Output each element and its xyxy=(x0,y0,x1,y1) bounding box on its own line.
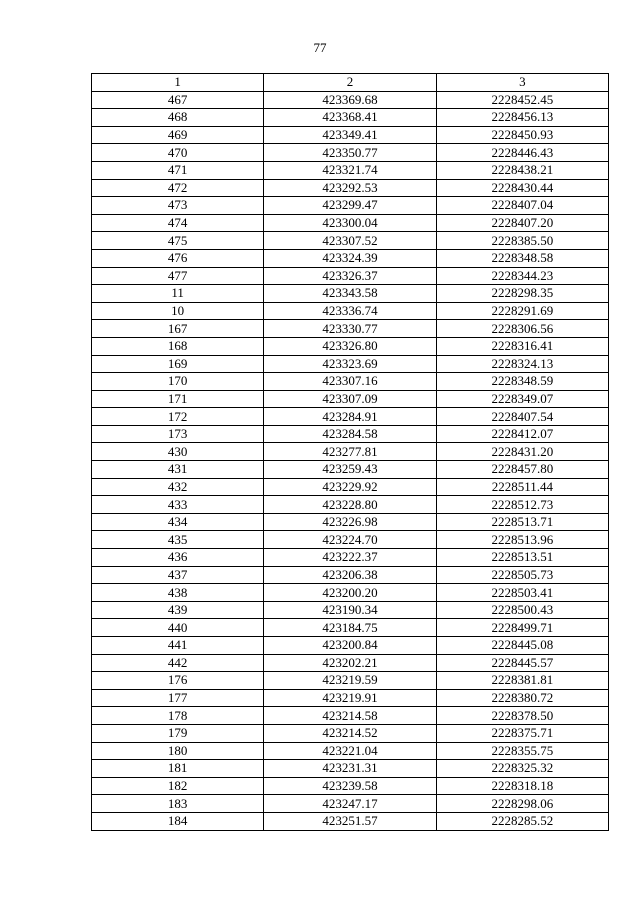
x-coordinate-cell: 423324.39 xyxy=(264,249,436,267)
point-number-cell: 470 xyxy=(92,144,264,162)
x-coordinate-cell: 423277.81 xyxy=(264,443,436,461)
table-row xyxy=(92,126,609,144)
table-row xyxy=(92,285,609,303)
y-coordinate-cell: 2228445.08 xyxy=(436,637,608,655)
point-number-cell: 438 xyxy=(92,584,264,602)
point-number-cell: 441 xyxy=(92,637,264,655)
y-coordinate-cell: 2228298.35 xyxy=(436,285,608,303)
table-row xyxy=(92,672,609,690)
table-row xyxy=(92,812,609,830)
point-number-cell: 177 xyxy=(92,689,264,707)
x-coordinate-cell: 423259.43 xyxy=(264,461,436,479)
x-coordinate-cell: 423239.58 xyxy=(264,777,436,795)
y-coordinate-cell: 2228291.69 xyxy=(436,302,608,320)
point-number-cell: 435 xyxy=(92,531,264,549)
point-number-cell: 433 xyxy=(92,496,264,514)
table-row xyxy=(92,496,609,514)
x-coordinate-cell: 423206.38 xyxy=(264,566,436,584)
x-coordinate-cell: 423200.20 xyxy=(264,584,436,602)
point-number-cell: 477 xyxy=(92,267,264,285)
table-row xyxy=(92,179,609,197)
page-number: 77 xyxy=(313,40,327,55)
x-coordinate-cell: 423219.59 xyxy=(264,672,436,690)
x-coordinate-cell: 423343.58 xyxy=(264,285,436,303)
point-number-cell: 180 xyxy=(92,742,264,760)
y-coordinate-cell: 2228407.04 xyxy=(436,197,608,215)
point-number-cell: 168 xyxy=(92,337,264,355)
y-coordinate-cell: 2228450.93 xyxy=(436,126,608,144)
table-row xyxy=(92,249,609,267)
x-coordinate-cell: 423307.16 xyxy=(264,373,436,391)
y-coordinate-cell: 2228503.41 xyxy=(436,584,608,602)
y-coordinate-cell: 2228452.45 xyxy=(436,91,608,109)
y-coordinate-cell: 2228457.80 xyxy=(436,461,608,479)
coordinates-table xyxy=(91,73,609,831)
header-cell-3: 3 xyxy=(436,74,608,92)
x-coordinate-cell: 423200.84 xyxy=(264,637,436,655)
y-coordinate-cell: 2228456.13 xyxy=(436,109,608,127)
table-row xyxy=(92,760,609,778)
x-coordinate-cell: 423219.91 xyxy=(264,689,436,707)
x-coordinate-cell: 423226.98 xyxy=(264,513,436,531)
table-row xyxy=(92,214,609,232)
header-cell-1: 1 xyxy=(92,74,264,92)
table-row xyxy=(92,654,609,672)
x-coordinate-cell: 423299.47 xyxy=(264,197,436,215)
y-coordinate-cell: 2228431.20 xyxy=(436,443,608,461)
table-row xyxy=(92,109,609,127)
point-number-cell: 471 xyxy=(92,161,264,179)
x-coordinate-cell: 423326.80 xyxy=(264,337,436,355)
point-number-cell: 181 xyxy=(92,760,264,778)
point-number-cell: 182 xyxy=(92,777,264,795)
y-coordinate-cell: 2228407.54 xyxy=(436,408,608,426)
point-number-cell: 440 xyxy=(92,619,264,637)
y-coordinate-cell: 2228318.18 xyxy=(436,777,608,795)
point-number-cell: 179 xyxy=(92,724,264,742)
y-coordinate-cell: 2228348.59 xyxy=(436,373,608,391)
y-coordinate-cell: 2228512.73 xyxy=(436,496,608,514)
point-number-cell: 176 xyxy=(92,672,264,690)
table-row xyxy=(92,707,609,725)
point-number-cell: 431 xyxy=(92,461,264,479)
point-number-cell: 10 xyxy=(92,302,264,320)
y-coordinate-cell: 2228499.71 xyxy=(436,619,608,637)
table-body xyxy=(92,91,609,830)
y-coordinate-cell: 2228385.50 xyxy=(436,232,608,250)
point-number-cell: 170 xyxy=(92,373,264,391)
table-row xyxy=(92,549,609,567)
point-number-cell: 172 xyxy=(92,408,264,426)
table-row xyxy=(92,320,609,338)
y-coordinate-cell: 2228505.73 xyxy=(436,566,608,584)
table-row xyxy=(92,91,609,109)
point-number-cell: 442 xyxy=(92,654,264,672)
table-row xyxy=(92,637,609,655)
point-number-cell: 475 xyxy=(92,232,264,250)
y-coordinate-cell: 2228344.23 xyxy=(436,267,608,285)
point-number-cell: 437 xyxy=(92,566,264,584)
x-coordinate-cell: 423229.92 xyxy=(264,478,436,496)
point-number-cell: 11 xyxy=(92,285,264,303)
point-number-cell: 173 xyxy=(92,425,264,443)
x-coordinate-cell: 423190.34 xyxy=(264,601,436,619)
point-number-cell: 468 xyxy=(92,109,264,127)
table-row xyxy=(92,566,609,584)
y-coordinate-cell: 2228438.21 xyxy=(436,161,608,179)
y-coordinate-cell: 2228381.81 xyxy=(436,672,608,690)
x-coordinate-cell: 423284.58 xyxy=(264,425,436,443)
point-number-cell: 467 xyxy=(92,91,264,109)
y-coordinate-cell: 2228325.32 xyxy=(436,760,608,778)
table-row xyxy=(92,689,609,707)
table-row xyxy=(92,144,609,162)
x-coordinate-cell: 423184.75 xyxy=(264,619,436,637)
x-coordinate-cell: 423214.52 xyxy=(264,724,436,742)
table-header xyxy=(92,74,609,92)
point-number-cell: 167 xyxy=(92,320,264,338)
table-row xyxy=(92,584,609,602)
point-number-cell: 430 xyxy=(92,443,264,461)
y-coordinate-cell: 2228324.13 xyxy=(436,355,608,373)
table-row xyxy=(92,795,609,813)
point-number-cell: 434 xyxy=(92,513,264,531)
point-number-cell: 469 xyxy=(92,126,264,144)
x-coordinate-cell: 423349.41 xyxy=(264,126,436,144)
header-row xyxy=(92,74,609,92)
point-number-cell: 436 xyxy=(92,549,264,567)
point-number-cell: 476 xyxy=(92,249,264,267)
table-row xyxy=(92,513,609,531)
point-number-cell: 432 xyxy=(92,478,264,496)
y-coordinate-cell: 2228349.07 xyxy=(436,390,608,408)
y-coordinate-cell: 2228378.50 xyxy=(436,707,608,725)
y-coordinate-cell: 2228511.44 xyxy=(436,478,608,496)
table-row xyxy=(92,373,609,391)
x-coordinate-cell: 423228.80 xyxy=(264,496,436,514)
y-coordinate-cell: 2228348.58 xyxy=(436,249,608,267)
y-coordinate-cell: 2228513.96 xyxy=(436,531,608,549)
x-coordinate-cell: 423247.17 xyxy=(264,795,436,813)
point-number-cell: 473 xyxy=(92,197,264,215)
table-row xyxy=(92,777,609,795)
x-coordinate-cell: 423350.77 xyxy=(264,144,436,162)
y-coordinate-cell: 2228430.44 xyxy=(436,179,608,197)
y-coordinate-cell: 2228445.57 xyxy=(436,654,608,672)
y-coordinate-cell: 2228500.43 xyxy=(436,601,608,619)
x-coordinate-cell: 423284.91 xyxy=(264,408,436,426)
x-coordinate-cell: 423336.74 xyxy=(264,302,436,320)
point-number-cell: 169 xyxy=(92,355,264,373)
x-coordinate-cell: 423368.41 xyxy=(264,109,436,127)
point-number-cell: 472 xyxy=(92,179,264,197)
point-number-cell: 474 xyxy=(92,214,264,232)
table-row xyxy=(92,232,609,250)
y-coordinate-cell: 2228306.56 xyxy=(436,320,608,338)
y-coordinate-cell: 2228380.72 xyxy=(436,689,608,707)
point-number-cell: 439 xyxy=(92,601,264,619)
x-coordinate-cell: 423224.70 xyxy=(264,531,436,549)
table-row xyxy=(92,197,609,215)
x-coordinate-cell: 423214.58 xyxy=(264,707,436,725)
point-number-cell: 184 xyxy=(92,812,264,830)
point-number-cell: 178 xyxy=(92,707,264,725)
y-coordinate-cell: 2228298.06 xyxy=(436,795,608,813)
x-coordinate-cell: 423231.31 xyxy=(264,760,436,778)
x-coordinate-cell: 423222.37 xyxy=(264,549,436,567)
table-row xyxy=(92,531,609,549)
table-row xyxy=(92,478,609,496)
x-coordinate-cell: 423323.69 xyxy=(264,355,436,373)
x-coordinate-cell: 423307.09 xyxy=(264,390,436,408)
x-coordinate-cell: 423321.74 xyxy=(264,161,436,179)
table-row xyxy=(92,302,609,320)
x-coordinate-cell: 423221.04 xyxy=(264,742,436,760)
table-row xyxy=(92,408,609,426)
point-number-cell: 171 xyxy=(92,390,264,408)
x-coordinate-cell: 423202.21 xyxy=(264,654,436,672)
table-row xyxy=(92,461,609,479)
x-coordinate-cell: 423369.68 xyxy=(264,91,436,109)
x-coordinate-cell: 423300.04 xyxy=(264,214,436,232)
table-row xyxy=(92,601,609,619)
y-coordinate-cell: 2228446.43 xyxy=(436,144,608,162)
x-coordinate-cell: 423326.37 xyxy=(264,267,436,285)
x-coordinate-cell: 423251.57 xyxy=(264,812,436,830)
table-row xyxy=(92,337,609,355)
table-row xyxy=(92,355,609,373)
y-coordinate-cell: 2228355.75 xyxy=(436,742,608,760)
x-coordinate-cell: 423292.53 xyxy=(264,179,436,197)
table-row xyxy=(92,161,609,179)
x-coordinate-cell: 423330.77 xyxy=(264,320,436,338)
y-coordinate-cell: 2228513.71 xyxy=(436,513,608,531)
y-coordinate-cell: 2228375.71 xyxy=(436,724,608,742)
y-coordinate-cell: 2228513.51 xyxy=(436,549,608,567)
header-cell-2: 2 xyxy=(264,74,436,92)
y-coordinate-cell: 2228316.41 xyxy=(436,337,608,355)
table-row xyxy=(92,443,609,461)
y-coordinate-cell: 2228412.07 xyxy=(436,425,608,443)
table-row xyxy=(92,390,609,408)
table-row xyxy=(92,724,609,742)
x-coordinate-cell: 423307.52 xyxy=(264,232,436,250)
table-row xyxy=(92,742,609,760)
y-coordinate-cell: 2228285.52 xyxy=(436,812,608,830)
table-row xyxy=(92,619,609,637)
table-row xyxy=(92,425,609,443)
table-row xyxy=(92,267,609,285)
y-coordinate-cell: 2228407.20 xyxy=(436,214,608,232)
point-number-cell: 183 xyxy=(92,795,264,813)
